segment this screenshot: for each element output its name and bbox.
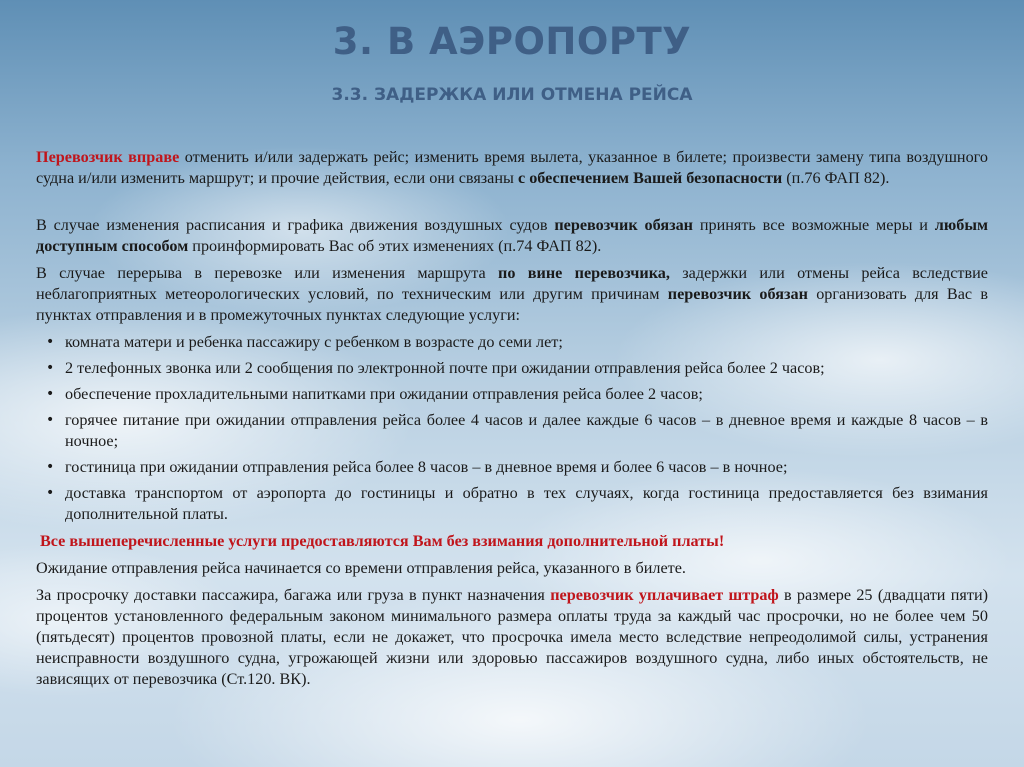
paragraph-penalty — [36, 585, 988, 690]
list-item: • гостиница при ожидании отправления рейса более 8 часов – в дневное время и более 6 часов – в ночное; — [36, 457, 988, 478]
content-body — [36, 147, 988, 696]
list-item: • доставка транспортом от аэропорта до гостиницы и обратно в тех случаях, когда гостиница предоставляется без взимания дополнительной платы. — [36, 483, 988, 525]
schedule-text-1: В случае изменения расписания и графика движения воздушных судов — [36, 216, 555, 234]
carrier-rights-bold: с обеспечением Вашей безопасности — [517, 169, 783, 187]
paragraph-carrier-rights — [36, 147, 988, 189]
list-item: • комната матери и ребенка пассажиру с ребенком в возрасте до семи лет; — [36, 332, 988, 353]
list-item: • 2 телефонных звонка или 2 сообщения по электронной почте при ожидании отправления рейса более 2 часов; — [36, 358, 988, 379]
penalty-text-1: За просрочку доставки пассажира, багажа или груза в пункт назначения — [36, 586, 551, 604]
carrier-rights-text: отменить и/или задержать рейс; изменить время вылета, указанное в билете; произвести замену типа воздушного судна и/или изменить маршрут; и прочие действия, если они связаны — [36, 148, 988, 187]
services-list — [36, 332, 988, 525]
page-title: 3. В АЭРОПОРТУ — [332, 20, 692, 63]
section-subtitle: 3.3. ЗАДЕРЖКА ИЛИ ОТМЕНА РЕЙСА — [331, 85, 693, 105]
obligations-text-1: В случае перерыва в перевозке или изменения маршрута — [36, 264, 498, 282]
obligations-text-3: организовать для Вас в пунктах отправления и в промежуточных пунктах следующие услуги: — [36, 285, 989, 324]
penalty-highlight: перевозчик уплачивает штраф — [550, 586, 779, 604]
obligations-text-2: задержки или отмены рейса вследствие неблагоприятных метеорологических условий, по техническим или другим причинам — [36, 264, 988, 303]
carrier-rights-lead: Перевозчик вправе — [36, 148, 180, 166]
schedule-text-3: проинформировать Вас об этих изменениях (п.74 ФАП 82). — [188, 237, 602, 255]
schedule-text-2: принять все возможные меры и — [693, 216, 935, 234]
schedule-bold-1: перевозчик обязан — [554, 216, 693, 234]
paragraph-schedule-change — [36, 215, 988, 257]
obligations-bold-2: перевозчик обязан — [667, 285, 808, 303]
list-item: • горячее питание при ожидании отправления рейса более 4 часов и далее каждые 6 часов – в дневное время и каждые 8 часов – в ночное; — [36, 410, 988, 452]
free-services-notice — [36, 531, 988, 552]
paragraph-carrier-obligations — [36, 263, 988, 326]
free-services-text: Все вышеперечисленные услуги предоставляются Вам без взимания дополнительной платы! — [40, 532, 725, 550]
paragraph-waiting-start: Ожидание отправления рейса начинается со времени отправления рейса, указанного в билете. — [36, 559, 686, 577]
carrier-rights-tail: (п.76 ФАП 82). — [782, 169, 890, 187]
list-item: • обеспечение прохладительными напитками при ожидании отправления рейса более 2 часов; — [36, 384, 988, 405]
schedule-bold-2: любым доступным способом — [36, 216, 988, 255]
obligations-bold-1: по вине перевозчика, — [498, 264, 670, 282]
penalty-text-2: в размере 25 (двадцати пяти) процентов установленного федеральным законом минимального размера оплаты труда за каждый час просрочки, но не более чем 50 (пятьдесят) процентов провозной платы, если не докажет, что просрочка имела место вследствие непреодолимой силы, устранения неисправности воздушного судна, угрожающей жизни или здоровью пассажиров воздушного судна, либо иных обстоятельств, не зависящих от перевозчика (Ст.120. ВК). — [36, 586, 988, 688]
